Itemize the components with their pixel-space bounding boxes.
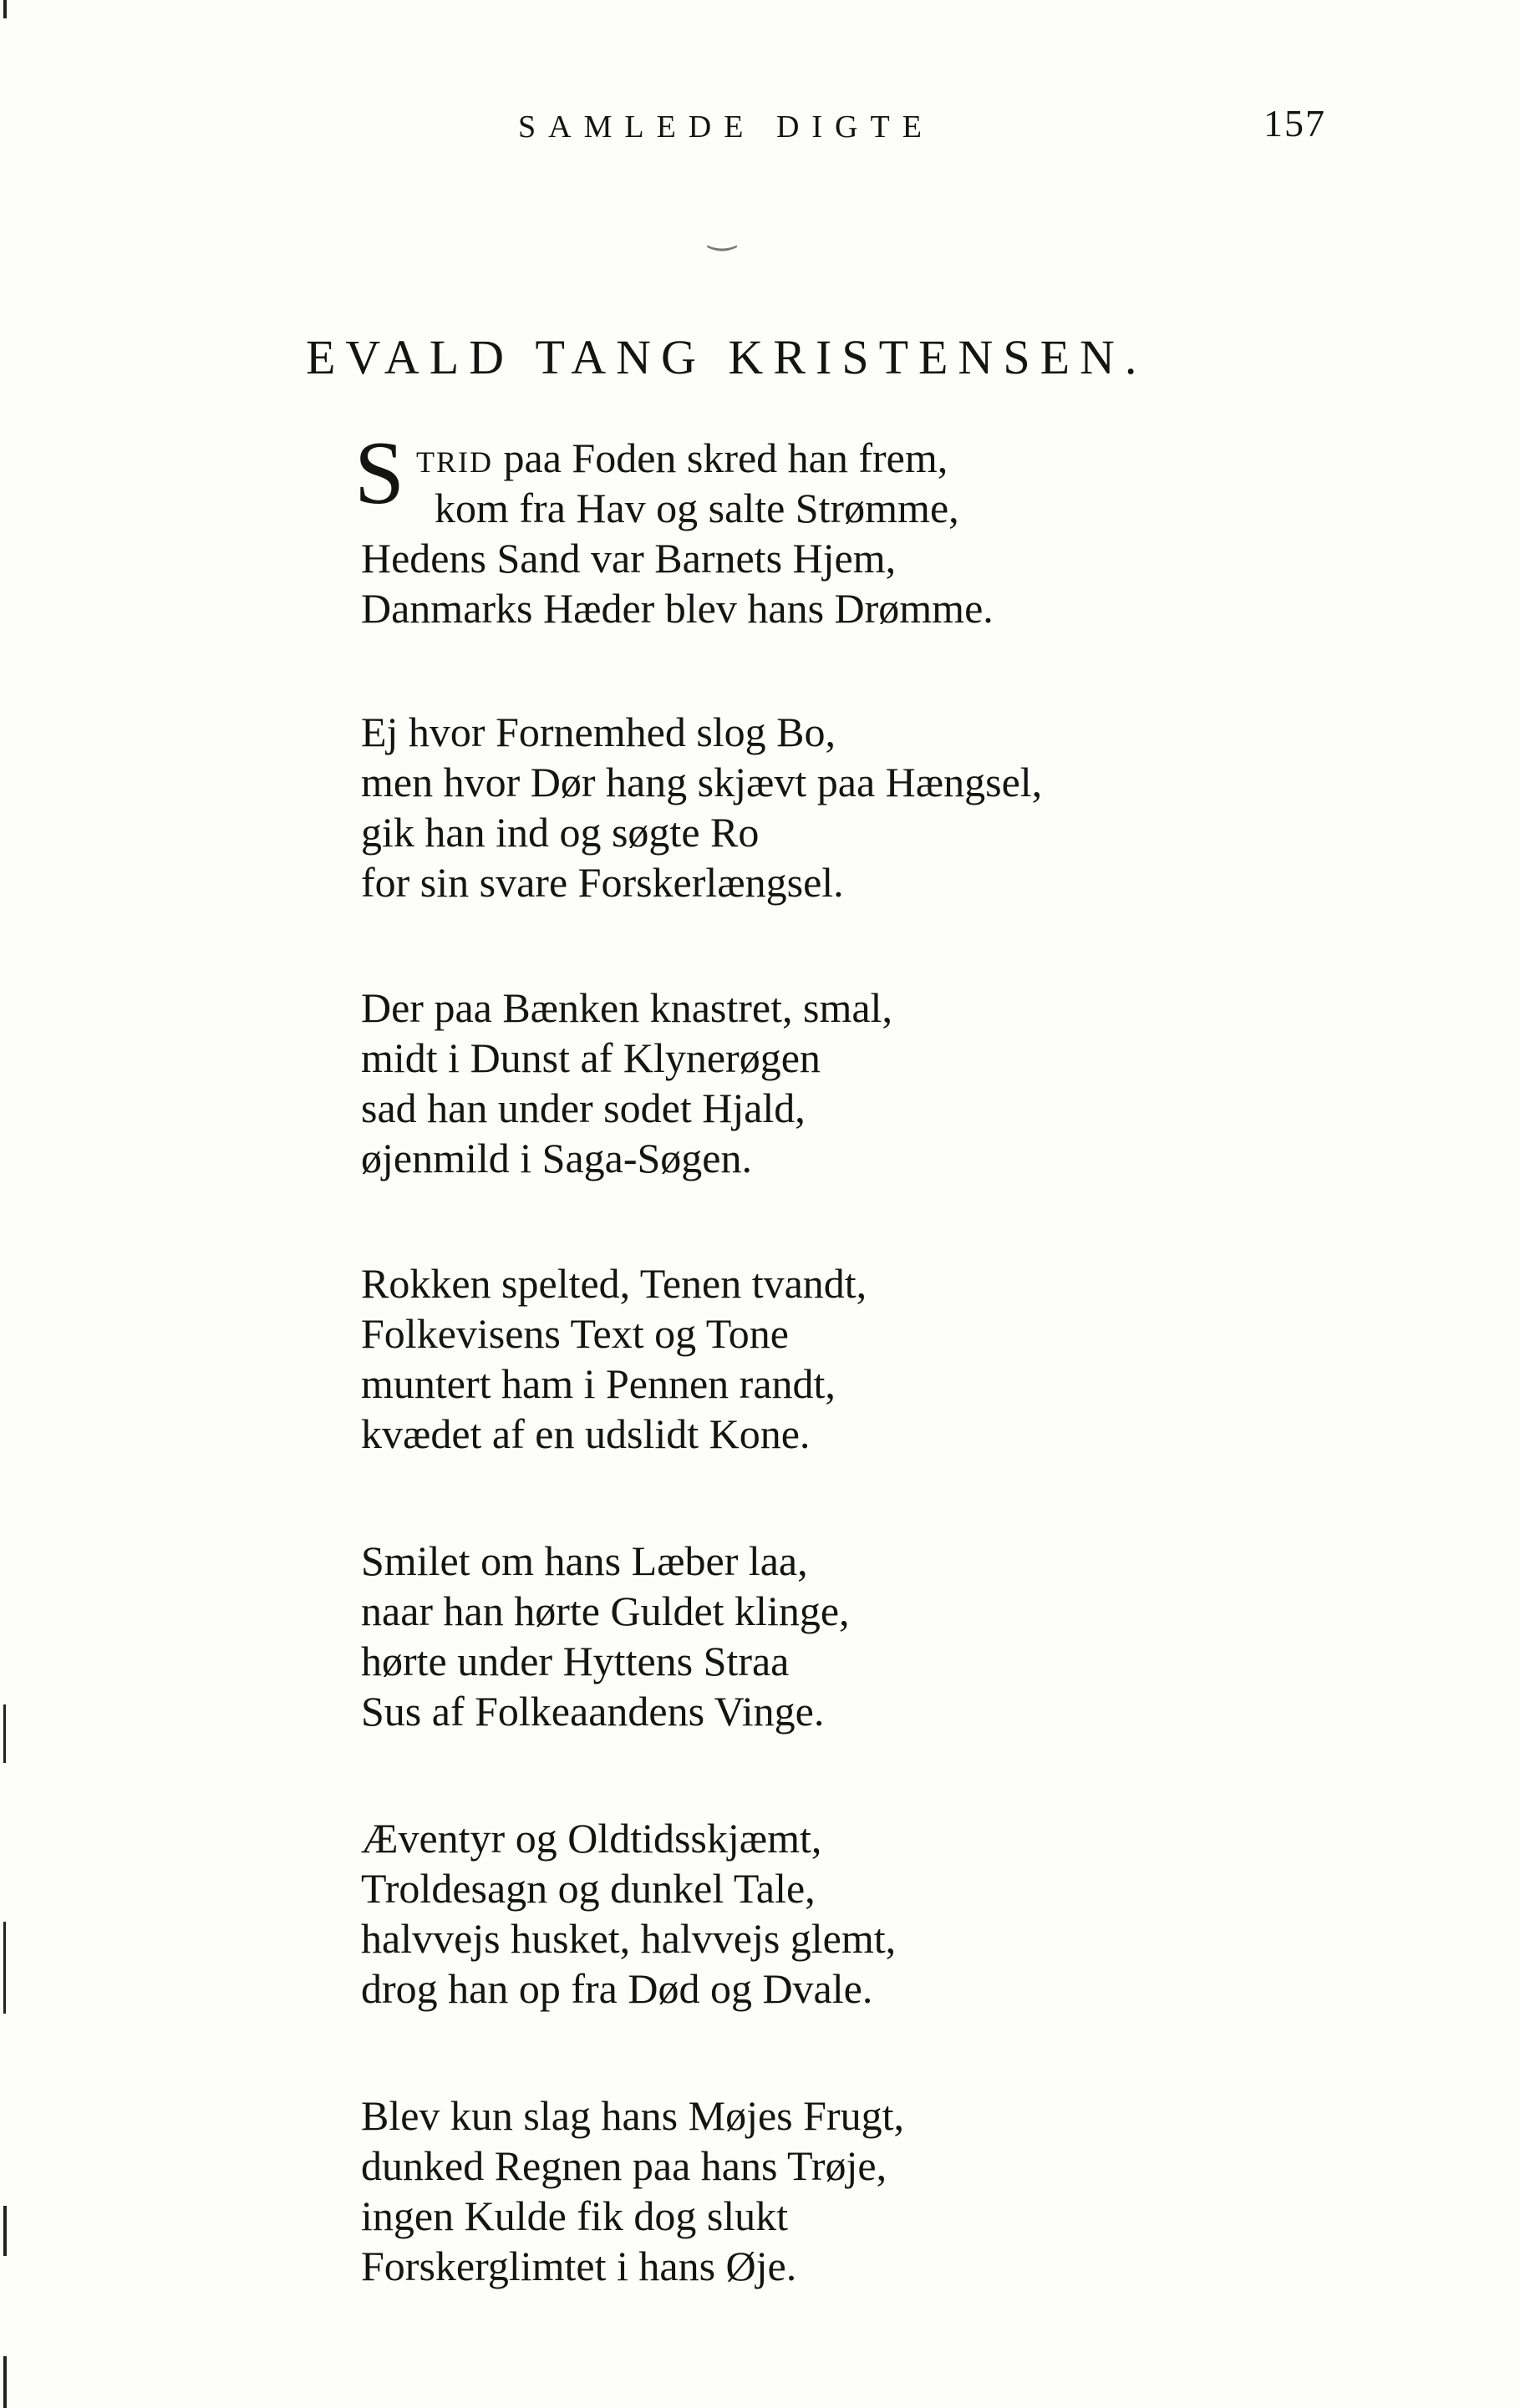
ornament-icon: ‿ [709, 213, 736, 251]
poem-line: Danmarks Hæder blev hans Drømme. [361, 585, 994, 632]
scan-edge-marks [0, 0, 33, 2408]
poem-line: Sus af Folkeaandens Vinge. [361, 1688, 825, 1735]
poem-line: drog han op fra Død og Dvale. [361, 1965, 873, 2012]
poem-line: Æventyr og Oldtidsskjæmt, [361, 1815, 822, 1862]
page-number: 157 [1263, 102, 1326, 145]
poem-line: Forskerglimtet i hans Øje. [361, 2243, 797, 2289]
poem-line: Rokken spelted, Tenen tvandt, [361, 1260, 867, 1307]
stanza-2 [361, 707, 1042, 907]
scan-mark [3, 2206, 7, 2256]
poem-line-text: paa Foden skred han frem, [493, 434, 948, 481]
scan-mark [3, 1922, 6, 2014]
poem-line: men hvor Dør hang skjævt paa Hængsel, [361, 759, 1043, 805]
stanza-4 [361, 1258, 867, 1459]
scan-mark [3, 1704, 6, 1763]
poem-line: halvvejs husket, halvvejs glemt, [361, 1915, 897, 1962]
scan-mark [3, 0, 7, 18]
small-caps-word: TRID [416, 445, 493, 479]
poem-line: for sin svare Forskerlængsel. [361, 859, 844, 906]
poem-title: EVALD TANG KRISTENSEN. [306, 330, 1147, 384]
poem-line: sad han under sodet Hjald, [361, 1085, 806, 1131]
poem-line: ingen Kulde fik dog slukt [361, 2192, 789, 2239]
poem-line: Troldesagn og dunkel Tale, [361, 1865, 816, 1912]
stanza-7 [361, 2090, 904, 2291]
stanza-6 [361, 1813, 896, 2014]
poem-line: kom fra Hav og salte Strømme, [435, 485, 959, 531]
poem-line: øjenmild i Saga-Søgen. [361, 1135, 752, 1181]
drop-cap: S [354, 424, 405, 523]
poem-line [361, 433, 994, 483]
poem-line: kvædet af en udslidt Kone. [361, 1410, 811, 1457]
scan-mark [3, 2356, 7, 2408]
running-head: SAMLEDE DIGTE [518, 109, 934, 145]
poem-line: naar han hørte Guldet klinge, [361, 1588, 850, 1634]
poem-line: Der paa Bænken knastret, smal, [361, 984, 892, 1031]
poem-line: Blev kun slag hans Møjes Frugt, [361, 2092, 904, 2139]
poem-line: midt i Dunst af Klynerøgen [361, 1034, 821, 1081]
poem-line: Folkevisens Text og Tone [361, 1310, 789, 1357]
stanza-1 [354, 424, 994, 633]
poem-line: dunked Regnen paa hans Trøje, [361, 2142, 887, 2189]
poem-line: Ej hvor Fornemhed slog Bo, [361, 709, 836, 755]
poem-line: gik han ind og søgte Ro [361, 809, 760, 856]
poem-line: Hedens Sand var Barnets Hjem, [361, 535, 897, 582]
poem-line: hørte under Hyttens Straa [361, 1638, 790, 1684]
poem-line: muntert ham i Pennen randt, [361, 1360, 836, 1407]
stanza-3 [361, 983, 892, 1183]
stanza-5 [361, 1536, 850, 1736]
poem-line: Smilet om hans Læber laa, [361, 1537, 808, 1584]
